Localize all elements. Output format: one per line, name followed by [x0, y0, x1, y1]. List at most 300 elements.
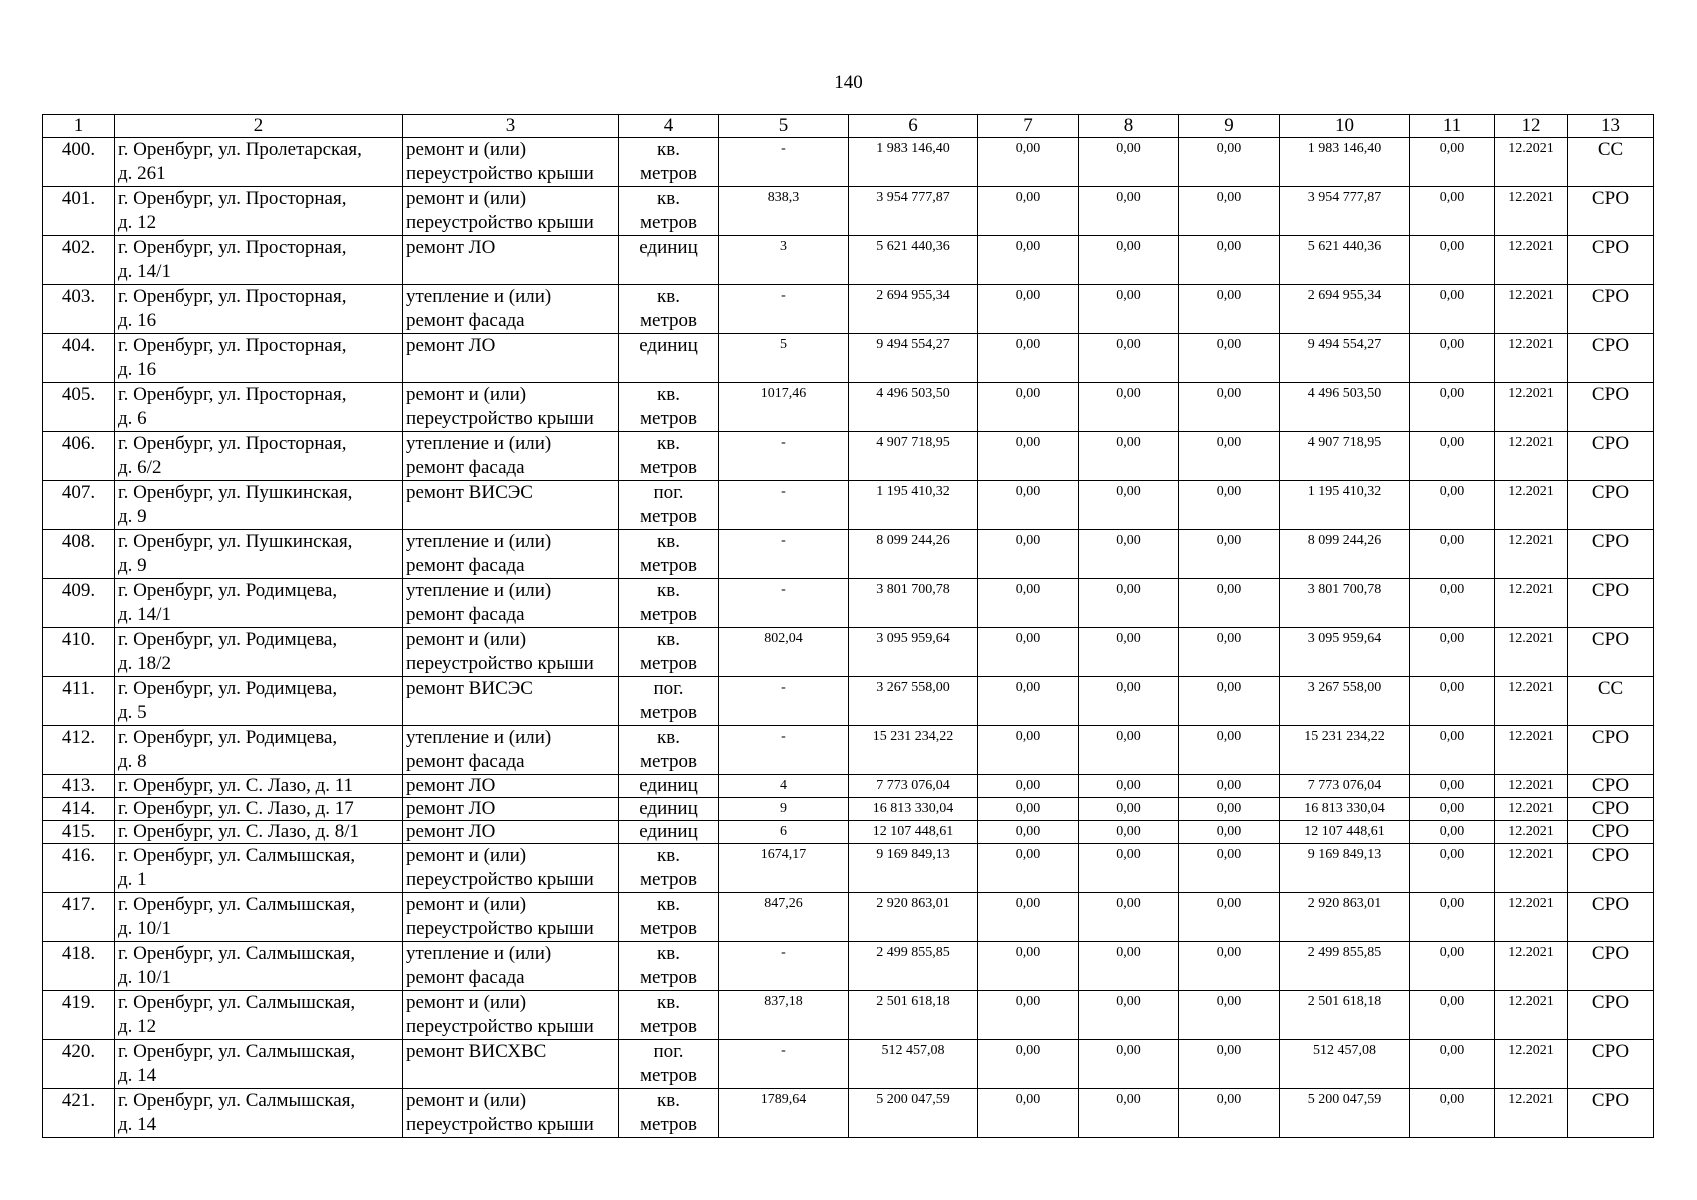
owners-funds-cell: 512 457,08 [1280, 1040, 1410, 1089]
fund-cell: 0,00 [978, 844, 1079, 893]
column-header: 10 [1280, 115, 1410, 138]
deadline-cell: 12.2021 [1495, 236, 1568, 285]
quantity-cell: - [719, 1040, 849, 1089]
fund-cell: 0,00 [978, 991, 1079, 1040]
budget-cell: 0,00 [1079, 821, 1179, 844]
fund-cell: 0,00 [978, 236, 1079, 285]
quantity-cell: - [719, 432, 849, 481]
owners-funds-cell: 3 095 959,64 [1280, 628, 1410, 677]
unit-cell: кв. метров [619, 138, 719, 187]
total-cost-cell: 5 621 440,36 [849, 236, 978, 285]
owners-funds-cell: 8 099 244,26 [1280, 530, 1410, 579]
table-row [43, 798, 1654, 821]
address-cell: г. Оренбург, ул. Салмышская, д. 10/1 [115, 942, 403, 991]
address-cell: г. Оренбург, ул. Родимцева, д. 14/1 [115, 579, 403, 628]
fund-cell: 0,00 [978, 138, 1079, 187]
unit-cell: единиц [619, 798, 719, 821]
unit-cell: кв. метров [619, 991, 719, 1040]
municipal-cell: 0,00 [1179, 775, 1280, 798]
fund-cell: 0,00 [978, 893, 1079, 942]
work-type-cell: утепление и (или) ремонт фасада [403, 579, 619, 628]
unit-cell: пог. метров [619, 677, 719, 726]
quantity-cell: 847,26 [719, 893, 849, 942]
budget-cell: 0,00 [1079, 775, 1179, 798]
municipal-cell: 0,00 [1179, 334, 1280, 383]
row-number: 408. [43, 530, 115, 579]
quantity-cell: 3 [719, 236, 849, 285]
row-number: 400. [43, 138, 115, 187]
table-row [43, 383, 1654, 432]
municipal-cell: 0,00 [1179, 579, 1280, 628]
total-cost-cell: 12 107 448,61 [849, 821, 978, 844]
quantity-cell: - [719, 677, 849, 726]
quantity-cell: 9 [719, 798, 849, 821]
row-number: 412. [43, 726, 115, 775]
row-number: 419. [43, 991, 115, 1040]
deadline-cell: 12.2021 [1495, 798, 1568, 821]
other-funds-cell: 0,00 [1410, 138, 1495, 187]
municipal-cell: 0,00 [1179, 236, 1280, 285]
municipal-cell: 0,00 [1179, 1089, 1280, 1138]
quantity-cell: 6 [719, 821, 849, 844]
municipal-cell: 0,00 [1179, 628, 1280, 677]
fund-cell: 0,00 [978, 383, 1079, 432]
address-cell: г. Оренбург, ул. Просторная, д. 16 [115, 334, 403, 383]
other-funds-cell: 0,00 [1410, 628, 1495, 677]
row-number: 407. [43, 481, 115, 530]
quantity-cell: 837,18 [719, 991, 849, 1040]
deadline-cell: 12.2021 [1495, 383, 1568, 432]
work-type-cell: ремонт и (или) переустройство крыши [403, 187, 619, 236]
budget-cell: 0,00 [1079, 432, 1179, 481]
row-number: 420. [43, 1040, 115, 1089]
municipal-cell: 0,00 [1179, 844, 1280, 893]
address-cell: г. Оренбург, ул. Пушкинская, д. 9 [115, 481, 403, 530]
address-cell: г. Оренбург, ул. С. Лазо, д. 11 [115, 775, 403, 798]
total-cost-cell: 1 983 146,40 [849, 138, 978, 187]
table-row [43, 1089, 1654, 1138]
work-type-cell: ремонт ЛО [403, 775, 619, 798]
method-cell: СРО [1568, 481, 1654, 530]
unit-cell: кв. метров [619, 942, 719, 991]
deadline-cell: 12.2021 [1495, 530, 1568, 579]
municipal-cell: 0,00 [1179, 991, 1280, 1040]
owners-funds-cell: 9 169 849,13 [1280, 844, 1410, 893]
owners-funds-cell: 9 494 554,27 [1280, 334, 1410, 383]
column-header: 2 [115, 115, 403, 138]
quantity-cell: 4 [719, 775, 849, 798]
deadline-cell: 12.2021 [1495, 138, 1568, 187]
budget-cell: 0,00 [1079, 334, 1179, 383]
other-funds-cell: 0,00 [1410, 334, 1495, 383]
work-type-cell: ремонт и (или) переустройство крыши [403, 991, 619, 1040]
owners-funds-cell: 3 267 558,00 [1280, 677, 1410, 726]
address-cell: г. Оренбург, ул. Просторная, д. 6 [115, 383, 403, 432]
fund-cell: 0,00 [978, 1040, 1079, 1089]
fund-cell: 0,00 [978, 677, 1079, 726]
column-header: 8 [1079, 115, 1179, 138]
fund-cell: 0,00 [978, 798, 1079, 821]
address-cell: г. Оренбург, ул. С. Лазо, д. 17 [115, 798, 403, 821]
unit-cell: кв. метров [619, 187, 719, 236]
address-cell: г. Оренбург, ул. Пролетарская, д. 261 [115, 138, 403, 187]
other-funds-cell: 0,00 [1410, 187, 1495, 236]
fund-cell: 0,00 [978, 942, 1079, 991]
address-cell: г. Оренбург, ул. Просторная, д. 16 [115, 285, 403, 334]
deadline-cell: 12.2021 [1495, 334, 1568, 383]
total-cost-cell: 1 195 410,32 [849, 481, 978, 530]
unit-cell: пог. метров [619, 1040, 719, 1089]
work-type-cell: ремонт ЛО [403, 334, 619, 383]
repair-program-table [42, 114, 1654, 1138]
column-header: 9 [1179, 115, 1280, 138]
total-cost-cell: 3 801 700,78 [849, 579, 978, 628]
table-row [43, 893, 1654, 942]
fund-cell: 0,00 [978, 726, 1079, 775]
municipal-cell: 0,00 [1179, 677, 1280, 726]
unit-cell: единиц [619, 334, 719, 383]
table-row [43, 844, 1654, 893]
unit-cell: кв. метров [619, 432, 719, 481]
row-number: 404. [43, 334, 115, 383]
budget-cell: 0,00 [1079, 726, 1179, 775]
budget-cell: 0,00 [1079, 579, 1179, 628]
work-type-cell: ремонт ВИСЭС [403, 677, 619, 726]
table-row [43, 1040, 1654, 1089]
method-cell: СРО [1568, 942, 1654, 991]
quantity-cell: - [719, 285, 849, 334]
budget-cell: 0,00 [1079, 530, 1179, 579]
other-funds-cell: 0,00 [1410, 821, 1495, 844]
budget-cell: 0,00 [1079, 236, 1179, 285]
work-type-cell: ремонт ВИСХВС [403, 1040, 619, 1089]
unit-cell: единиц [619, 821, 719, 844]
row-number: 406. [43, 432, 115, 481]
municipal-cell: 0,00 [1179, 798, 1280, 821]
budget-cell: 0,00 [1079, 138, 1179, 187]
deadline-cell: 12.2021 [1495, 775, 1568, 798]
owners-funds-cell: 12 107 448,61 [1280, 821, 1410, 844]
work-type-cell: утепление и (или) ремонт фасада [403, 432, 619, 481]
municipal-cell: 0,00 [1179, 432, 1280, 481]
fund-cell: 0,00 [978, 579, 1079, 628]
address-cell: г. Оренбург, ул. С. Лазо, д. 8/1 [115, 821, 403, 844]
method-cell: СРО [1568, 726, 1654, 775]
method-cell: СРО [1568, 432, 1654, 481]
total-cost-cell: 512 457,08 [849, 1040, 978, 1089]
budget-cell: 0,00 [1079, 1040, 1179, 1089]
table-row [43, 530, 1654, 579]
total-cost-cell: 9 494 554,27 [849, 334, 978, 383]
address-cell: г. Оренбург, ул. Салмышская, д. 1 [115, 844, 403, 893]
owners-funds-cell: 7 773 076,04 [1280, 775, 1410, 798]
deadline-cell: 12.2021 [1495, 677, 1568, 726]
owners-funds-cell: 3 801 700,78 [1280, 579, 1410, 628]
row-number: 405. [43, 383, 115, 432]
column-header: 3 [403, 115, 619, 138]
work-type-cell: ремонт и (или) переустройство крыши [403, 138, 619, 187]
municipal-cell: 0,00 [1179, 481, 1280, 530]
budget-cell: 0,00 [1079, 187, 1179, 236]
deadline-cell: 12.2021 [1495, 481, 1568, 530]
total-cost-cell: 3 954 777,87 [849, 187, 978, 236]
budget-cell: 0,00 [1079, 628, 1179, 677]
unit-cell: кв. метров [619, 383, 719, 432]
work-type-cell: ремонт ЛО [403, 798, 619, 821]
row-number: 401. [43, 187, 115, 236]
other-funds-cell: 0,00 [1410, 775, 1495, 798]
deadline-cell: 12.2021 [1495, 579, 1568, 628]
budget-cell: 0,00 [1079, 383, 1179, 432]
deadline-cell: 12.2021 [1495, 893, 1568, 942]
deadline-cell: 12.2021 [1495, 628, 1568, 677]
quantity-cell: 1017,46 [719, 383, 849, 432]
quantity-cell: 1789,64 [719, 1089, 849, 1138]
work-type-cell: утепление и (или) ремонт фасада [403, 942, 619, 991]
fund-cell: 0,00 [978, 530, 1079, 579]
work-type-cell: ремонт и (или) переустройство крыши [403, 383, 619, 432]
municipal-cell: 0,00 [1179, 383, 1280, 432]
table-row [43, 726, 1654, 775]
method-cell: СС [1568, 677, 1654, 726]
address-cell: г. Оренбург, ул. Родимцева, д. 8 [115, 726, 403, 775]
table-row [43, 628, 1654, 677]
unit-cell: кв. метров [619, 844, 719, 893]
unit-cell: единиц [619, 775, 719, 798]
other-funds-cell: 0,00 [1410, 893, 1495, 942]
row-number: 413. [43, 775, 115, 798]
quantity-cell: - [719, 138, 849, 187]
table-row [43, 775, 1654, 798]
method-cell: СРО [1568, 530, 1654, 579]
quantity-cell: 838,3 [719, 187, 849, 236]
owners-funds-cell: 5 621 440,36 [1280, 236, 1410, 285]
budget-cell: 0,00 [1079, 844, 1179, 893]
row-number: 415. [43, 821, 115, 844]
unit-cell: кв. метров [619, 530, 719, 579]
unit-cell: единиц [619, 236, 719, 285]
quantity-cell: - [719, 726, 849, 775]
work-type-cell: ремонт ЛО [403, 236, 619, 285]
method-cell: СРО [1568, 775, 1654, 798]
table-body [43, 138, 1654, 1138]
municipal-cell: 0,00 [1179, 1040, 1280, 1089]
municipal-cell: 0,00 [1179, 530, 1280, 579]
other-funds-cell: 0,00 [1410, 1089, 1495, 1138]
other-funds-cell: 0,00 [1410, 530, 1495, 579]
work-type-cell: ремонт ЛО [403, 821, 619, 844]
other-funds-cell: 0,00 [1410, 432, 1495, 481]
method-cell: СРО [1568, 236, 1654, 285]
row-number: 411. [43, 677, 115, 726]
quantity-cell: 802,04 [719, 628, 849, 677]
fund-cell: 0,00 [978, 775, 1079, 798]
deadline-cell: 12.2021 [1495, 942, 1568, 991]
total-cost-cell: 15 231 234,22 [849, 726, 978, 775]
column-header: 12 [1495, 115, 1568, 138]
owners-funds-cell: 2 501 618,18 [1280, 991, 1410, 1040]
other-funds-cell: 0,00 [1410, 726, 1495, 775]
work-type-cell: ремонт ВИСЭС [403, 481, 619, 530]
other-funds-cell: 0,00 [1410, 942, 1495, 991]
column-header: 11 [1410, 115, 1495, 138]
work-type-cell: ремонт и (или) переустройство крыши [403, 1089, 619, 1138]
address-cell: г. Оренбург, ул. Салмышская, д. 12 [115, 991, 403, 1040]
method-cell: СРО [1568, 893, 1654, 942]
other-funds-cell: 0,00 [1410, 383, 1495, 432]
unit-cell: пог. метров [619, 481, 719, 530]
budget-cell: 0,00 [1079, 677, 1179, 726]
address-cell: г. Оренбург, ул. Салмышская, д. 14 [115, 1040, 403, 1089]
work-type-cell: утепление и (или) ремонт фасада [403, 530, 619, 579]
row-number: 418. [43, 942, 115, 991]
owners-funds-cell: 1 983 146,40 [1280, 138, 1410, 187]
total-cost-cell: 16 813 330,04 [849, 798, 978, 821]
column-header: 7 [978, 115, 1079, 138]
method-cell: СС [1568, 138, 1654, 187]
deadline-cell: 12.2021 [1495, 432, 1568, 481]
owners-funds-cell: 5 200 047,59 [1280, 1089, 1410, 1138]
municipal-cell: 0,00 [1179, 138, 1280, 187]
total-cost-cell: 2 920 863,01 [849, 893, 978, 942]
fund-cell: 0,00 [978, 481, 1079, 530]
page-number: 140 [834, 72, 863, 93]
row-number: 417. [43, 893, 115, 942]
other-funds-cell: 0,00 [1410, 677, 1495, 726]
deadline-cell: 12.2021 [1495, 285, 1568, 334]
address-cell: г. Оренбург, ул. Просторная, д. 12 [115, 187, 403, 236]
owners-funds-cell: 4 496 503,50 [1280, 383, 1410, 432]
owners-funds-cell: 16 813 330,04 [1280, 798, 1410, 821]
total-cost-cell: 2 694 955,34 [849, 285, 978, 334]
column-header: 13 [1568, 115, 1654, 138]
method-cell: СРО [1568, 798, 1654, 821]
method-cell: СРО [1568, 285, 1654, 334]
method-cell: СРО [1568, 579, 1654, 628]
address-cell: г. Оренбург, ул. Просторная, д. 6/2 [115, 432, 403, 481]
work-type-cell: ремонт и (или) переустройство крыши [403, 844, 619, 893]
quantity-cell: - [719, 942, 849, 991]
municipal-cell: 0,00 [1179, 942, 1280, 991]
other-funds-cell: 0,00 [1410, 285, 1495, 334]
total-cost-cell: 3 267 558,00 [849, 677, 978, 726]
method-cell: СРО [1568, 628, 1654, 677]
other-funds-cell: 0,00 [1410, 236, 1495, 285]
unit-cell: кв. метров [619, 1089, 719, 1138]
header-row [43, 115, 1654, 138]
deadline-cell: 12.2021 [1495, 991, 1568, 1040]
column-header: 6 [849, 115, 978, 138]
method-cell: СРО [1568, 383, 1654, 432]
unit-cell: кв. метров [619, 893, 719, 942]
address-cell: г. Оренбург, ул. Салмышская, д. 14 [115, 1089, 403, 1138]
quantity-cell: - [719, 481, 849, 530]
address-cell: г. Оренбург, ул. Пушкинская, д. 9 [115, 530, 403, 579]
other-funds-cell: 0,00 [1410, 844, 1495, 893]
work-type-cell: ремонт и (или) переустройство крыши [403, 893, 619, 942]
other-funds-cell: 0,00 [1410, 798, 1495, 821]
other-funds-cell: 0,00 [1410, 1040, 1495, 1089]
address-cell: г. Оренбург, ул. Просторная, д. 14/1 [115, 236, 403, 285]
row-number: 403. [43, 285, 115, 334]
deadline-cell: 12.2021 [1495, 1040, 1568, 1089]
method-cell: СРО [1568, 187, 1654, 236]
work-type-cell: утепление и (или) ремонт фасада [403, 726, 619, 775]
budget-cell: 0,00 [1079, 942, 1179, 991]
fund-cell: 0,00 [978, 628, 1079, 677]
total-cost-cell: 2 499 855,85 [849, 942, 978, 991]
row-number: 402. [43, 236, 115, 285]
fund-cell: 0,00 [978, 285, 1079, 334]
method-cell: СРО [1568, 1040, 1654, 1089]
fund-cell: 0,00 [978, 334, 1079, 383]
owners-funds-cell: 4 907 718,95 [1280, 432, 1410, 481]
municipal-cell: 0,00 [1179, 893, 1280, 942]
table-row [43, 432, 1654, 481]
fund-cell: 0,00 [978, 821, 1079, 844]
deadline-cell: 12.2021 [1495, 821, 1568, 844]
budget-cell: 0,00 [1079, 798, 1179, 821]
column-header: 4 [619, 115, 719, 138]
table-row [43, 187, 1654, 236]
other-funds-cell: 0,00 [1410, 481, 1495, 530]
table-row [43, 821, 1654, 844]
quantity-cell: 5 [719, 334, 849, 383]
municipal-cell: 0,00 [1179, 726, 1280, 775]
owners-funds-cell: 2 920 863,01 [1280, 893, 1410, 942]
owners-funds-cell: 1 195 410,32 [1280, 481, 1410, 530]
owners-funds-cell: 2 694 955,34 [1280, 285, 1410, 334]
total-cost-cell: 3 095 959,64 [849, 628, 978, 677]
table-row [43, 991, 1654, 1040]
budget-cell: 0,00 [1079, 893, 1179, 942]
budget-cell: 0,00 [1079, 285, 1179, 334]
column-header: 1 [43, 115, 115, 138]
deadline-cell: 12.2021 [1495, 1089, 1568, 1138]
address-cell: г. Оренбург, ул. Родимцева, д. 5 [115, 677, 403, 726]
total-cost-cell: 9 169 849,13 [849, 844, 978, 893]
total-cost-cell: 4 496 503,50 [849, 383, 978, 432]
table-row [43, 579, 1654, 628]
method-cell: СРО [1568, 334, 1654, 383]
table-row [43, 285, 1654, 334]
other-funds-cell: 0,00 [1410, 991, 1495, 1040]
table-row [43, 942, 1654, 991]
address-cell: г. Оренбург, ул. Салмышская, д. 10/1 [115, 893, 403, 942]
owners-funds-cell: 2 499 855,85 [1280, 942, 1410, 991]
owners-funds-cell: 15 231 234,22 [1280, 726, 1410, 775]
row-number: 410. [43, 628, 115, 677]
row-number: 416. [43, 844, 115, 893]
total-cost-cell: 2 501 618,18 [849, 991, 978, 1040]
fund-cell: 0,00 [978, 432, 1079, 481]
budget-cell: 0,00 [1079, 481, 1179, 530]
table-row [43, 677, 1654, 726]
unit-cell: кв. метров [619, 579, 719, 628]
table-row [43, 334, 1654, 383]
table-row [43, 481, 1654, 530]
total-cost-cell: 5 200 047,59 [849, 1089, 978, 1138]
budget-cell: 0,00 [1079, 1089, 1179, 1138]
method-cell: СРО [1568, 991, 1654, 1040]
quantity-cell: 1674,17 [719, 844, 849, 893]
work-type-cell: ремонт и (или) переустройство крыши [403, 628, 619, 677]
table-row [43, 138, 1654, 187]
row-number: 409. [43, 579, 115, 628]
unit-cell: кв. метров [619, 628, 719, 677]
deadline-cell: 12.2021 [1495, 844, 1568, 893]
quantity-cell: - [719, 530, 849, 579]
